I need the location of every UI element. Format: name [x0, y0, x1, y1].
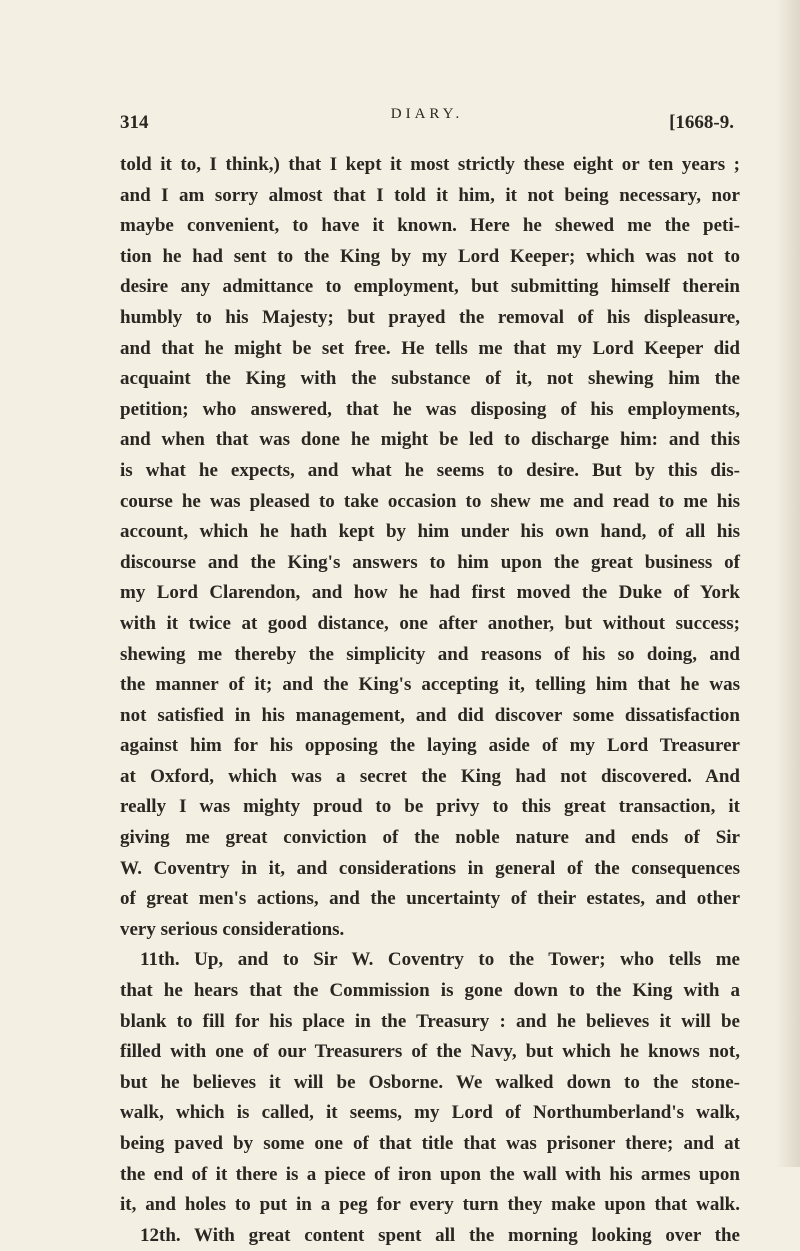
text-line: with it twice at good distance, one after another, but without success;	[120, 612, 740, 634]
text-line: and when that was done he might be led to discharge him: and this	[120, 429, 740, 451]
text-line: really I was mighty proud to be privy to this great transaction, it	[120, 796, 740, 818]
year-range: [1668-9.	[669, 112, 734, 133]
text-line: filled with one of our Treasurers of the Navy, but which he knows not,	[120, 1041, 740, 1063]
text-line: and that he might be set free. He tells me that my Lord Keeper did	[120, 337, 740, 359]
page-header	[120, 106, 734, 142]
text-line: blank to fill for his place in the Treasury : and he believes it will be	[120, 1010, 740, 1032]
text-line: my Lord Clarendon, and how he had first moved the Duke of York	[120, 582, 740, 604]
text-line: the manner of it; and the King's accepting it, telling him that he was	[120, 674, 740, 696]
text-line: at Oxford, which was a secret the King had not discovered. And	[120, 765, 740, 787]
text-line: is what he expects, and what he seems to desire. But by this dis-	[120, 459, 740, 481]
text-line: not satisfied in his management, and did discover some dissatisfaction	[120, 704, 740, 726]
text-line: that he hears that the Commission is gone down to the King with a	[120, 980, 740, 1002]
text-line: being paved by some one of that title that was prisoner there; and at	[120, 1133, 740, 1154]
text-line: and I am sorry almost that I told it him, it not being necessary, nor	[120, 184, 740, 206]
text-line: shewing me thereby the simplicity and reasons of his so doing, and	[120, 643, 740, 665]
text-line: it, and holes to put in a peg for every turn they make upon that walk.	[120, 1194, 740, 1216]
text-line: the end of it there is a piece of iron upon the wall with his armes upon	[120, 1163, 740, 1185]
page-edge-shadow	[776, 0, 800, 1167]
diary-entry-12th: 12th. With great content spent all the morning looking over the	[140, 1224, 740, 1246]
text-line: course he was pleased to take occasion to shew me and read to me his	[120, 490, 740, 512]
text-line: of great men's actions, and the uncertainty of their estates, and other	[120, 888, 740, 910]
text-line: desire any admittance to employment, but submitting himself therein	[120, 276, 740, 298]
text-line: maybe convenient, to have it known. Here he shewed me the peti-	[120, 215, 740, 237]
text-line: acquaint the King with the substance of it, not shewing him the	[120, 368, 740, 390]
text-line: tion he had sent to the King by my Lord Keeper; which was not to	[120, 245, 740, 267]
text-line: very serious considerations.	[120, 918, 345, 940]
page-number: 314	[120, 112, 149, 133]
text-line: against him for his opposing the laying aside of my Lord Treasurer	[120, 735, 740, 757]
text-line: discourse and the King's answers to him upon the great business of	[120, 551, 740, 573]
diary-body-text	[120, 150, 740, 1251]
running-title: DIARY.	[390, 106, 464, 122]
text-line: humbly to his Majesty; but prayed the removal of his displeasure,	[120, 306, 740, 328]
diary-entry-11th: 11th. Up, and to Sir W. Coventry to the Tower; who tells me	[140, 949, 740, 971]
text-line: petition; who answered, that he was disposing of his employments,	[120, 398, 740, 420]
text-line: but he believes it will be Osborne. We walked down to the stone-	[120, 1071, 740, 1093]
text-line: told it to, I think,) that I kept it most strictly these eight or ten years ;	[120, 154, 740, 175]
text-line: account, which he hath kept by him under his own hand, of all his	[120, 521, 740, 543]
text-line: W. Coventry in it, and considerations in general of the consequences	[120, 857, 740, 879]
text-line: giving me great conviction of the noble nature and ends of Sir	[120, 827, 740, 849]
text-line: walk, which is called, it seems, my Lord of Northumberland's walk,	[120, 1102, 740, 1124]
